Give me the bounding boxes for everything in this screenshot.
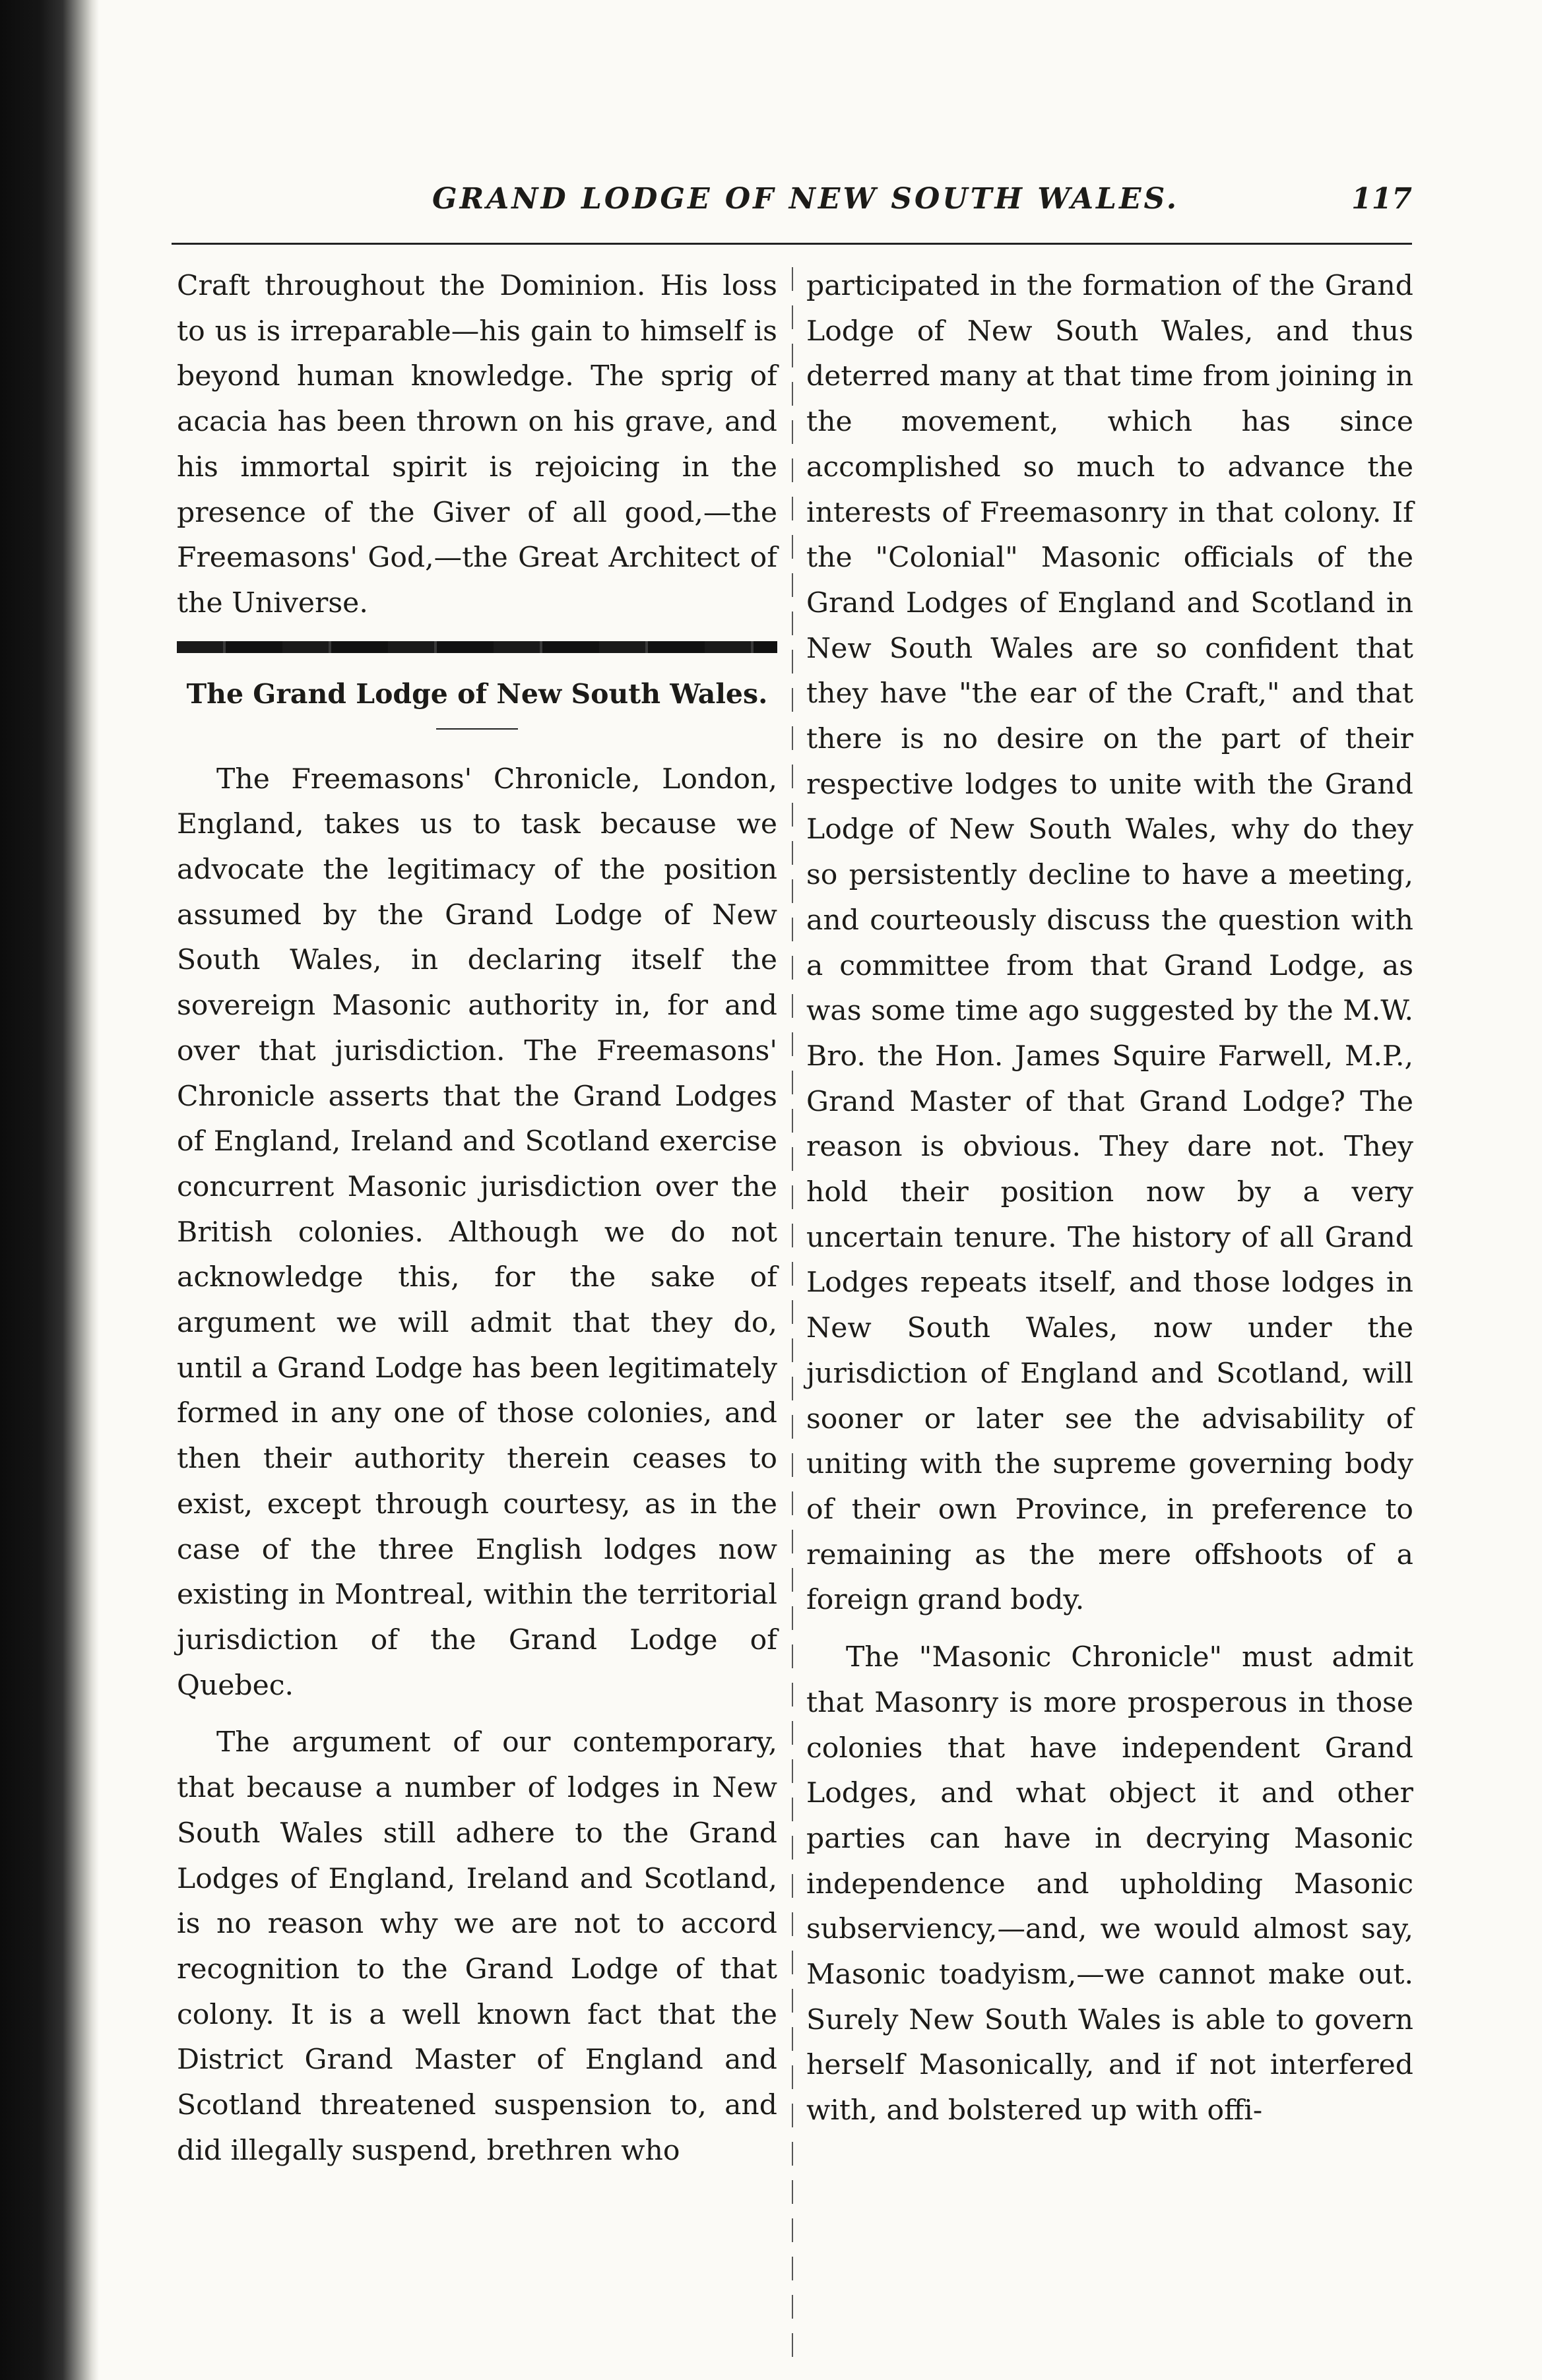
book-spine-shadow — [0, 0, 99, 2380]
title-underline — [436, 728, 518, 730]
section-title: The Grand Lodge of New South Wales. — [186, 677, 768, 710]
left-column — [177, 264, 777, 2174]
header-rule — [172, 243, 1412, 245]
page-number: 117 — [1351, 182, 1412, 216]
column-divider — [792, 267, 793, 2365]
article-paragraph-4: The "Masonic Chronicle" must admit that Masonry is more prosperous in those colonies that have independent Grand Lodges, and what object it and other parties can have in decrying Masonic independence and upholding Masonic subserviency,—and, we would almost say, Masonic toadyism,—we cannot make out. Surely New South Wales is able to govern herself Masonically, and if not interfered with, and bolstered up with offi- — [806, 1641, 1413, 2127]
article-paragraph-1: The Freemasons' Chronicle, London, England, takes us to task because we advocate the legitimacy of the position assumed by the Grand Lodge of New South Wales, in declaring itself the sovereign Masonic authority in, for and over that jurisdiction. The Freemasons' Chronicle asserts that the Grand Lodges of England, Ireland and Scotland exercise concurrent Masonic jurisdiction over the British colonies. Although we do not acknowledge this, for the sake of argument we will admit that they do, until a Grand Lodge has been legitimately formed in any one of those colonies, and then their authority therein ceases to exist, except through courtesy, as in the case of the three English lodges now existing in Montreal, within the territorial jurisdiction of the Grand Lodge of Quebec. — [177, 763, 777, 1702]
running-head: GRAND LODGE OF NEW SOUTH WALES. — [432, 182, 1180, 216]
article-paragraph-2: The argument of our contemporary, that because a number of lodges in New South Wales still adhere to the Grand Lodges of England, Ireland and Scotland, is no reason why we are not to accord recognition to the Grand Lodge of that colony. It is a well known fact that the District Grand Master of England and Scotland threatened suspension to, and did illegally suspend, brethren who — [177, 1726, 777, 2167]
page-header — [178, 179, 1412, 219]
article-paragraph-3: participated in the formation of the Grand Lodge of New South Wales, and thus deterred many at that time from joining in the movement, which has since accomplished so much to advance the interests of Freemasonry in that colony. If the "Colonial" Masonic officials of the Grand Lodges of England and Scotland in New South Wales are so confident that they have "the ear of the Craft," and that there is no desire on the part of their respective lodges to unite with the Grand Lodge of New South Wales, why do they so persistently decline to have a meeting, and courteously discuss the question with a committee from that Grand Lodge, as was some time ago suggested by the M.W. Bro. the Hon. James Squire Farwell, M.P., Grand Master of that Grand Lodge? The reason is obvious. They dare not. They hold their position now by a very uncertain tenure. The history of all Grand Lodges repeats itself, and those lodges in New South Wales, now under the jurisdiction of England and Scotland, will sooner or later see the advisability of uniting with the supreme governing body of their own Province, in preference to remaining as the mere offshoots of a foreign grand body. — [806, 270, 1413, 1617]
section-separator — [177, 641, 777, 653]
right-column — [806, 264, 1413, 2134]
intro-paragraph: Craft throughout the Dominion. His loss to us is irreparable—his gain to himself is beyond human knowledge. The sprig of acacia has been thrown on his grave, and his immortal spirit is rejoicing in the presence of the Giver of all good,—the Freemasons' God,—the Great Architect of the Universe. — [177, 270, 777, 619]
